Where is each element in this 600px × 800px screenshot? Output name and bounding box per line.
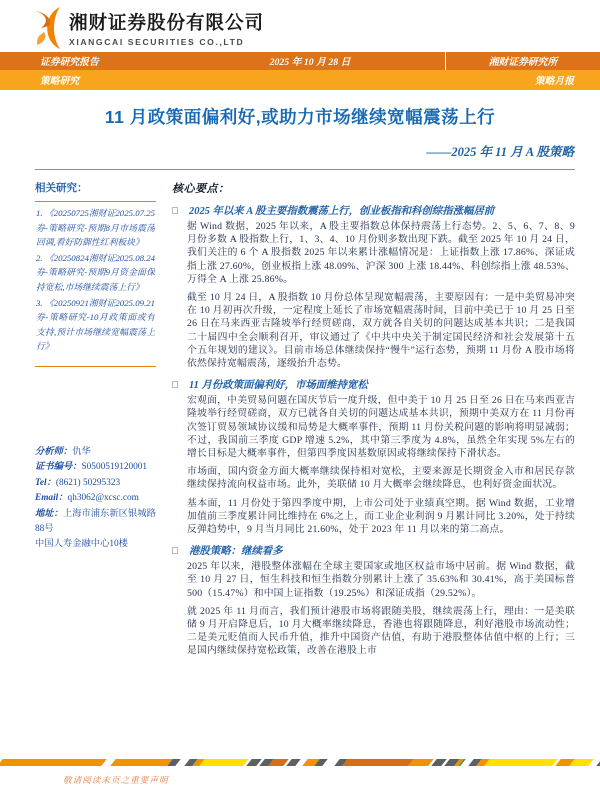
xiangcai-logo-icon (34, 7, 62, 49)
cert-label: 证书编号： (35, 462, 82, 473)
paragraph: 就 2025 年 11 月而言，我们预计港股市场将跟随美股，继续震荡上行，理由：一是美联储 9 月开启降息后，10 月大概率继续降息，香港也将跟随降息，利好港股市场流动性；二是美元贬值而人民币升值，推升中国资产估值，有助于港股整体估值中枢的上行；三是国内继续保持宽松政策，改善在港股上市 (187, 605, 575, 657)
section-title-text: 2025 年以来 A 股主要指数震荡上行，创业板指和科创综指涨幅居前 (189, 206, 495, 217)
content-columns (0, 170, 600, 756)
related-rule-bottom (35, 366, 156, 367)
address-line1: 上海市浦东新区银城路88号 (35, 508, 156, 534)
paragraph: 截至 10 月 24 日，A 股指数 10 月份总体呈现宽幅震荡，主要原因有：一是中美贸易冲突在 10 月初再次升级，一定程度上延长了市场宽幅震荡时间，目前中美已于 10 月 25 日至 26 日在马来西亚吉隆坡举行经贸磋商，双方就各自关切的问题达成基本共识；二是我国二十届四中全会顺利召开，审议通过了《中共中央关于制定国民经济和社会发展第十五个五年规划的建议》。目前市场总体继续保持“慢牛”运行态势，预期 11 月份 A 股市场将依然保持宽幅震荡，逐级抬升态势。 (187, 292, 575, 370)
meta-bar-secondary (0, 70, 600, 90)
tel-row (35, 476, 156, 491)
report-date: 2025 年 10 月 28 日 (269, 57, 351, 68)
company-name-en: XIANGCAI SECURITIES CO.,LTD (69, 37, 245, 47)
square-bullet-icon: □ (172, 205, 179, 217)
related-item-text: 1. 《20250725湘财证券-策略研究-预期8月市场震荡回调,看好防御性红利板块》 (36, 208, 155, 248)
report-series: 策略月报 (534, 76, 574, 87)
brand-header (0, 0, 600, 52)
related-item-date: 2025.09.21 (115, 297, 155, 308)
related-research-heading: 相关研究： (35, 182, 88, 194)
address-row2: 中国人寿金融中心10楼 (35, 539, 128, 550)
institute-label: 湘财证券研究所 (445, 52, 600, 70)
email-label: Email： (35, 493, 68, 504)
related-item-date: 2025.07.25 (115, 208, 155, 218)
paragraph: 宏观面，中美贸易问题在国庆节后一度升级，但中美于 10 月 25 日至 26 日在马来西亚吉隆坡举行经贸磋商，双方已就各自关切的问题达成基本共识，预期中美双方在 11 月份再次签订贸易领域协议缓和局势是大概率事件，预期 11 月份关税问题的影响将明显减弱；不过，我国前三季度 GDP 增速 5.2%，其中第三季度为 4.8%，虽然全年实现 5%左右的增长目标是大概率事件，但第四季度因基数原因或将继续保持下滑状态。 (187, 395, 575, 460)
analyst-label: 分析师： (35, 446, 73, 457)
section-title-text: 港股策略：继续看多 (189, 546, 283, 558)
square-bullet-icon: □ (172, 379, 179, 391)
related-item-text: 2. 《20250824湘财证券-策略研究-预期9月资金面保持宽松,市场继续震荡上行》 (36, 252, 155, 292)
email-row (35, 491, 156, 506)
sidebar (0, 170, 162, 756)
footer-disclaimer: 敬请阅读末页之重要声明 (63, 775, 169, 785)
report-subtitle: ——2025 年 11 月 A 股策略 (426, 145, 574, 159)
address-row (35, 507, 156, 538)
cert-row (35, 460, 156, 475)
paragraph: 2025 年以来，港股整体涨幅在全球主要国家或地区权益市场中居前。据 Wind 数据，截至 10 月 27 日，恒生科技和恒生指数分别累计上涨了 35.63%和 30.41%，高于美国标普 500（15.47%）和中国上证指数（19.25%）和深证成指（29.52%）。 (187, 561, 575, 599)
section-title (172, 202, 575, 217)
section-title-text: 11 月份政策面偏利好，市场面维持宽松 (189, 380, 368, 392)
paragraph: 据 Wind 数据，2025 年以来，A 股主要指数总体保持震荡上行态势。2、5、6、7、8、9 月份多数 A 股指数上行，1、3、4、10 月份则多数出现下跌。截至 2025 年 10 月 24 日，我们关注的 6 个 A 股指数 2025 年以来累计涨幅情况是：上证指数上涨 17.86%、深证成指上涨 27.60%，创业板指上涨 48.09%、沪深 300 上涨 18.44%、科创综指上涨 48.53%、万得全 A 上涨 25.86%。 (187, 221, 575, 285)
report-title: 11 月政策面偏利好,或助力市场继续宽幅震荡上行 (104, 107, 496, 127)
core-points-heading: 核心要点： (172, 183, 230, 195)
footer-decorative-stripe (0, 759, 600, 766)
related-item-text: 3. 《20250921湘财证券-策略研究-10月政策面或有支持,预计市场继续宽幅震荡上行》 (36, 297, 155, 352)
related-item (36, 206, 155, 250)
tel-value: (8621) 50295323 (55, 477, 121, 488)
company-name-cn: 湘财证券股份有限公司 (69, 12, 265, 33)
related-item (36, 251, 155, 295)
tel-label: Tel： (35, 477, 56, 488)
report-category: 策略研究 (40, 76, 80, 87)
report-type-label: 证券研究报告 (40, 57, 99, 68)
related-item-date: 2025.08.24 (115, 252, 155, 263)
section-title (172, 542, 575, 557)
main-column (162, 170, 600, 756)
related-item (36, 296, 155, 354)
square-bullet-icon: □ (172, 545, 179, 557)
paragraph: 基本面，11 月份处于第四季度中期，上市公司处于业绩真空期。据 Wind 数据，工业增加值前三季度累计同比维持在 6%之上，而工业企业利润 9 月累计同比 3.20%，处于持续反弹趋势中，9 月当月同比 21.60%，处于 2023 年 11 月以来的第二高点。 (187, 497, 575, 536)
section-title (172, 376, 575, 391)
address-label: 地址： (35, 508, 63, 519)
email-value: qh3062@xcsc.com (67, 493, 139, 504)
related-research-list (35, 202, 156, 360)
analyst-row (35, 445, 156, 460)
analyst-block (35, 445, 156, 553)
cert-value: S0500519120001 (81, 462, 148, 473)
analyst-name: 仇华 (72, 446, 91, 457)
paragraph: 市场面，国内资金方面大概率继续保持相对宽松，主要来源是长期资金入市和居民存款继续保持流向权益市场。此外，美联储 10 月大概率会继续降息，也利好资金面状况。 (187, 466, 575, 491)
meta-bar-primary (0, 52, 600, 70)
